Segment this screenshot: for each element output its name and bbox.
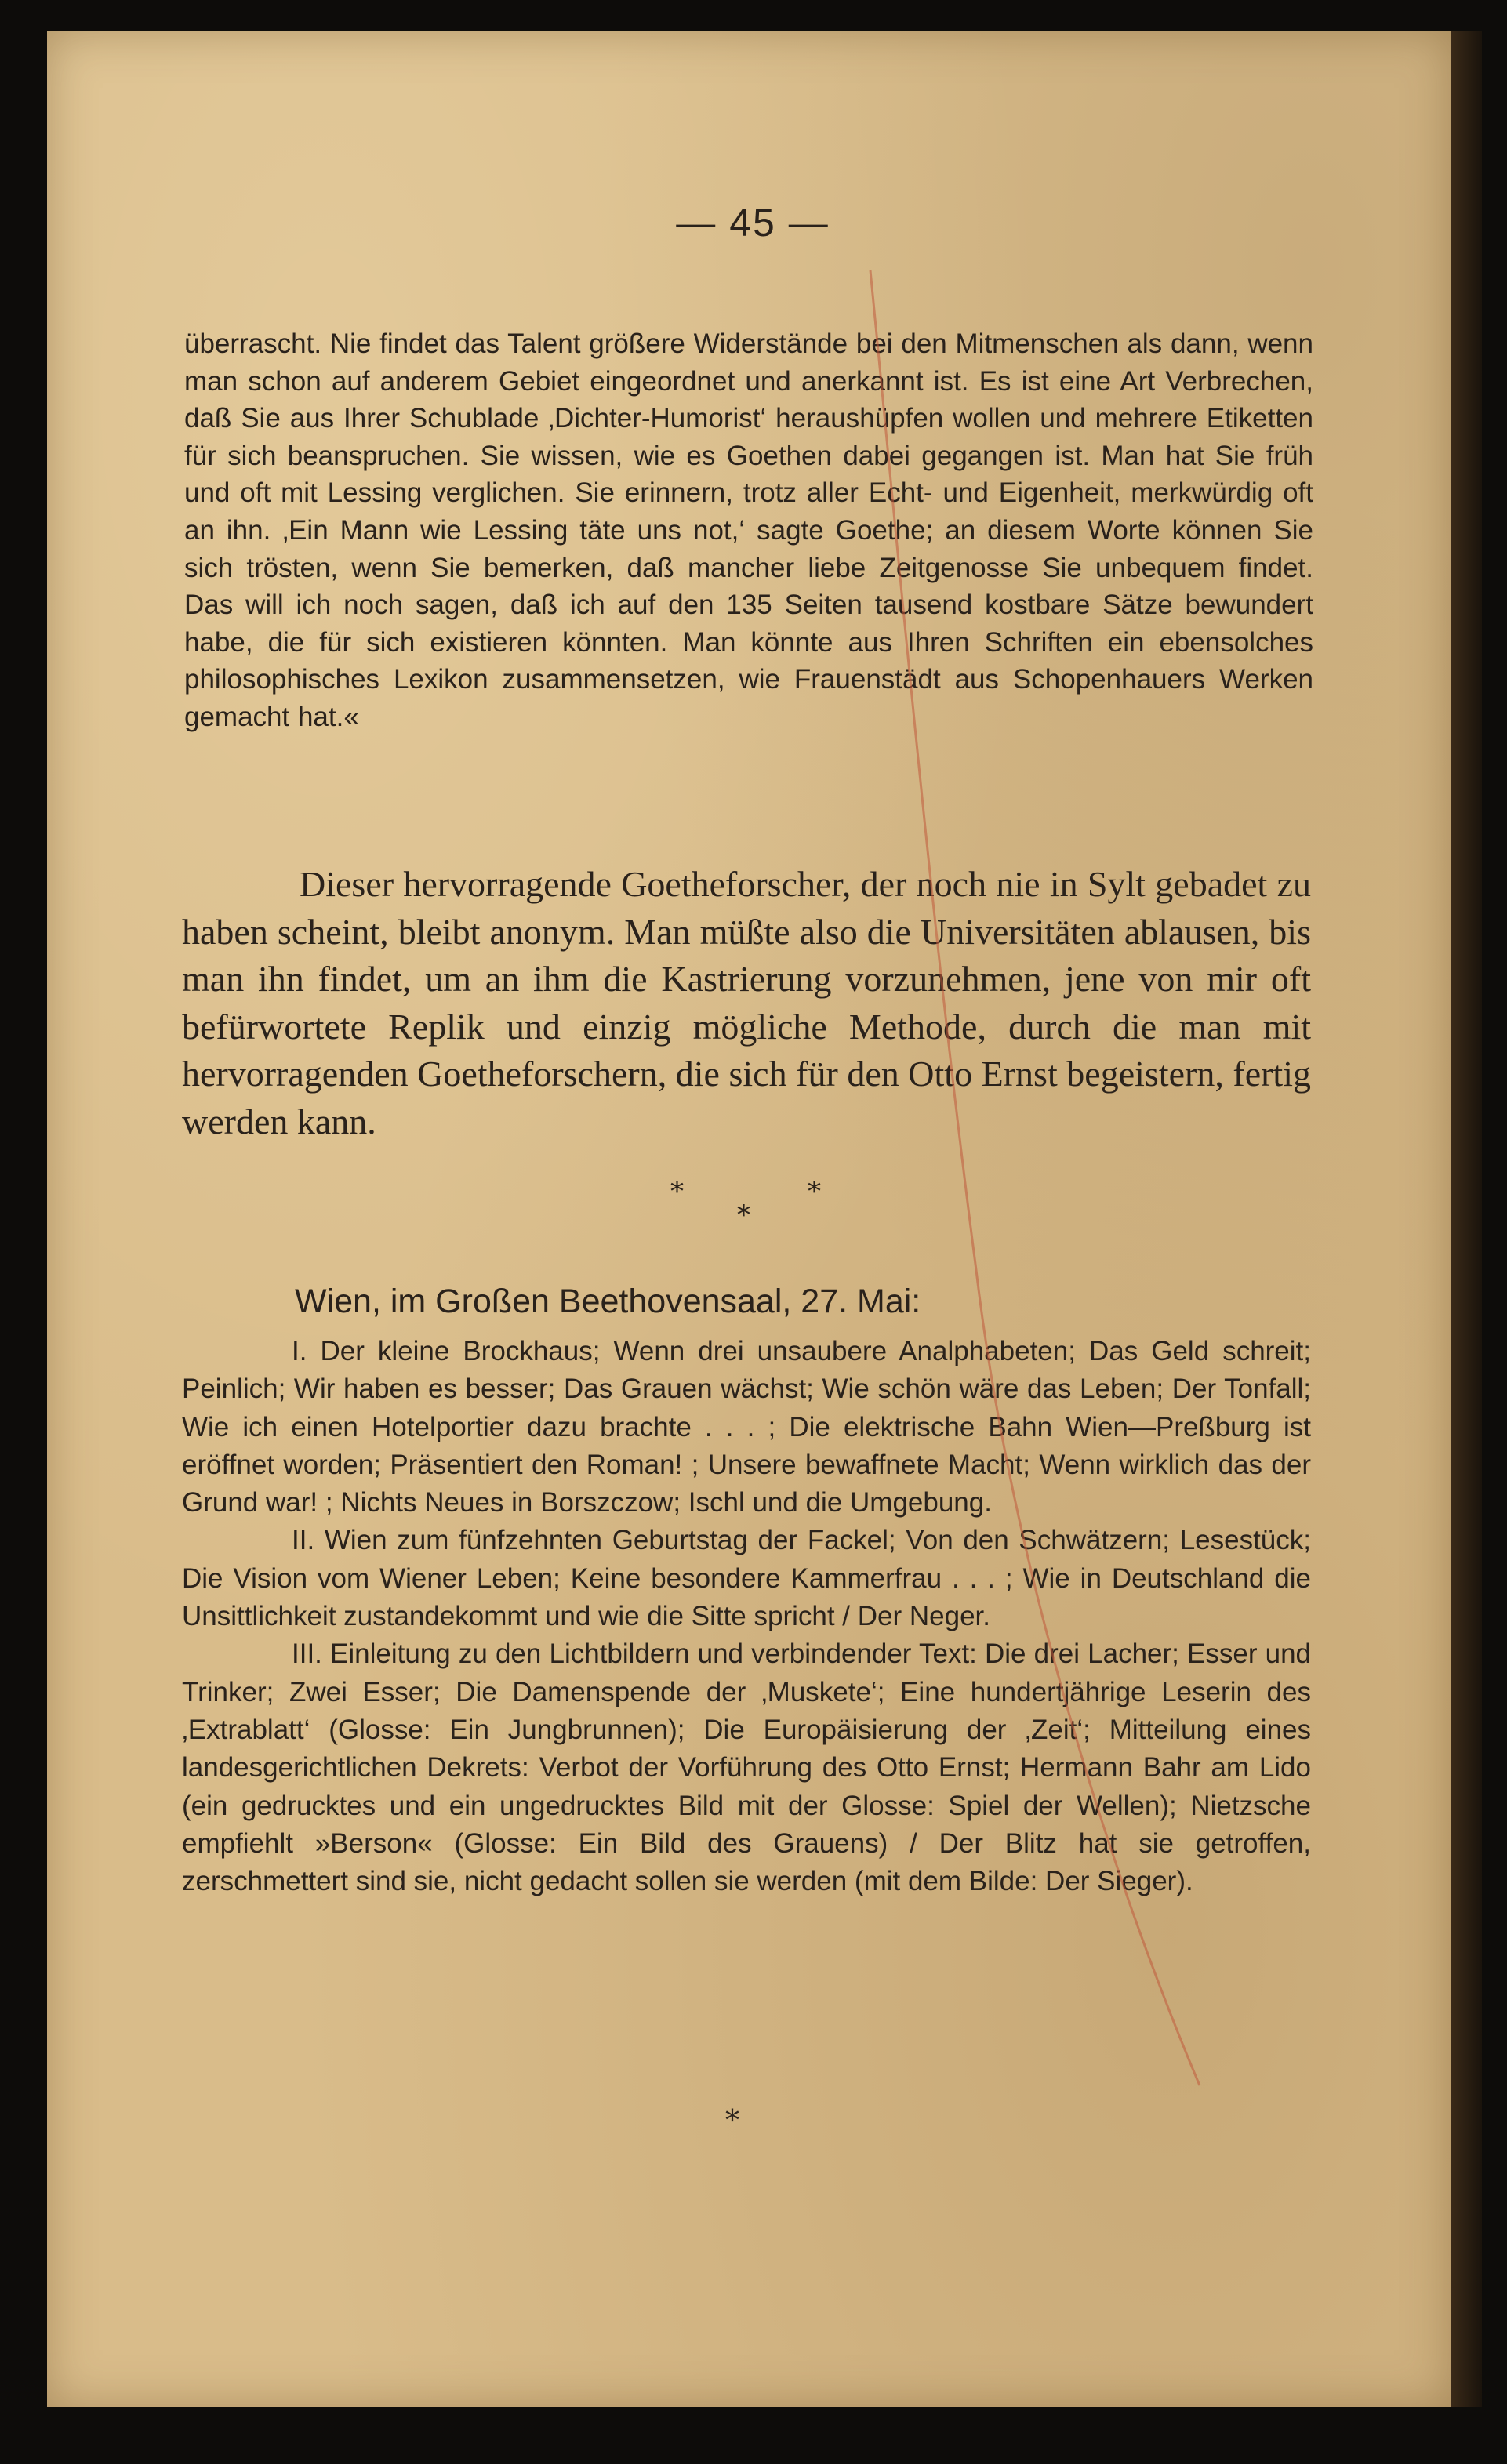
program-part-1: I. Der kleine Brockhaus; Wenn drei unsaubere Analphabeten; Das Geld schreit; Peinlich; Wir haben es besser; Das Grauen wächst; Wie schön wäre das Leben; Der Tonfall; Wie ich einen Hotelportier dazu brachte . . . ; Die elektrische Bahn Wien—Preßburg ist eröffnet worden; Präsentiert den Roman! ; Unsere bewaffnete Macht; Wenn wirklich das der Grund war! ; Nichts Neues in Borszczow; Ischl und die Umgebung. [182,1336,1311,1519]
separator-star-bottom: * [737,1199,750,1231]
page-number: — 45 — [676,201,830,245]
separator-star-right: * [808,1176,821,1207]
red-pencil-line [870,270,1200,2085]
program-part-2: II. Wien zum fünfzehnten Geburtstag der Fackel; Von den Schwätzern; Lesestück; Die Vision vom Wiener Leben; Keine besondere Kammerfrau . . . ; Wie in Deutschland die Unsittlichkeit zustandekommt und wie die Sitte spricht / Der Neger. [182,1525,1311,1632]
program-part-3: III. Einleitung zu den Lichtbildern und verbindender Text: Die drei Lacher; Esser und Trinker; Zwei Esser; Die Damenspende der ‚Muskete‘; Eine hundertjährige Leserin des ‚Extrablatt‘ (Glosse: Ein Jungbrunnen); Die Europäisierung der ‚Zeit‘; Mitteilung eines landesgerichtlichen Dekrets: Verbot der Vorführung des Otto Ernst; Hermann Bahr am Lido (ein gedrucktes und ein ungedrucktes Bild mit der Glosse: Spiel der Wellen); Nietzsche empfiehlt »Berson« (Glosse: Ein Bild des Grauens) / Der Blitz hat sie getroffen, zerschmettert sind sie, nicht gedacht sollen sie werden (mit dem Bilde: Der Sieger). [182,1638,1311,1897]
main-paragraph: Dieser hervorragende Goetheforscher, der noch nie in Sylt gebadet zu haben scheint, bleibt anonym. Man müßte also die Universitäten ablausen, bis man ihn findet, um an ihm die Kastrierung vorzunehmen, jene von mir oft befürwortete Replik und einzig mögliche Methode, durch die man mit hervorragenden Goetheforschern, die sich für den Otto Ernst begeistern, fertig werden kann. [182,864,1311,1141]
quote-paragraph: überrascht. Nie findet das Talent größere Widerstände bei den Mitmenschen als dann, wenn man schon auf anderem Gebiet eingeordnet und anerkannt ist. Es ist eine Art Verbrechen, daß Sie aus Ihrer Schublade ‚Dichter-Humorist‘ heraushüpfen wollen und mehrere Etiketten für sich beanspruchen. Sie wissen, wie es Goethen dabei gegangen ist. Man hat Sie früh und oft mit Lessing verglichen. Sie erinnern, trotz aller Echt- und Eigenheit, merkwürdig oft an ihn. ‚Ein Mann wie Lessing täte uns not,‘ sagte Goethe; an diesem Worte können Sie sich trösten, wenn Sie bemerken, daß mancher liebe Zeitgenosse Sie unbequem findet. Das will ich noch sagen, daß ich auf den 135 Seiten tausend kostbare Sätze bewundert habe, die für sich existieren könnten. Man könnte aus Ihren Schriften ein ebensolches philosophisches Lexikon zusammensetzen, wie Frauenstädt aus Schopenhauers Werken gemacht hat.« [184,328,1313,732]
event-heading: Wien, im Großen Beethovensaal, 27. Mai: [295,1283,921,1320]
end-star: * [725,2105,739,2137]
separator-star-left: * [670,1176,684,1207]
